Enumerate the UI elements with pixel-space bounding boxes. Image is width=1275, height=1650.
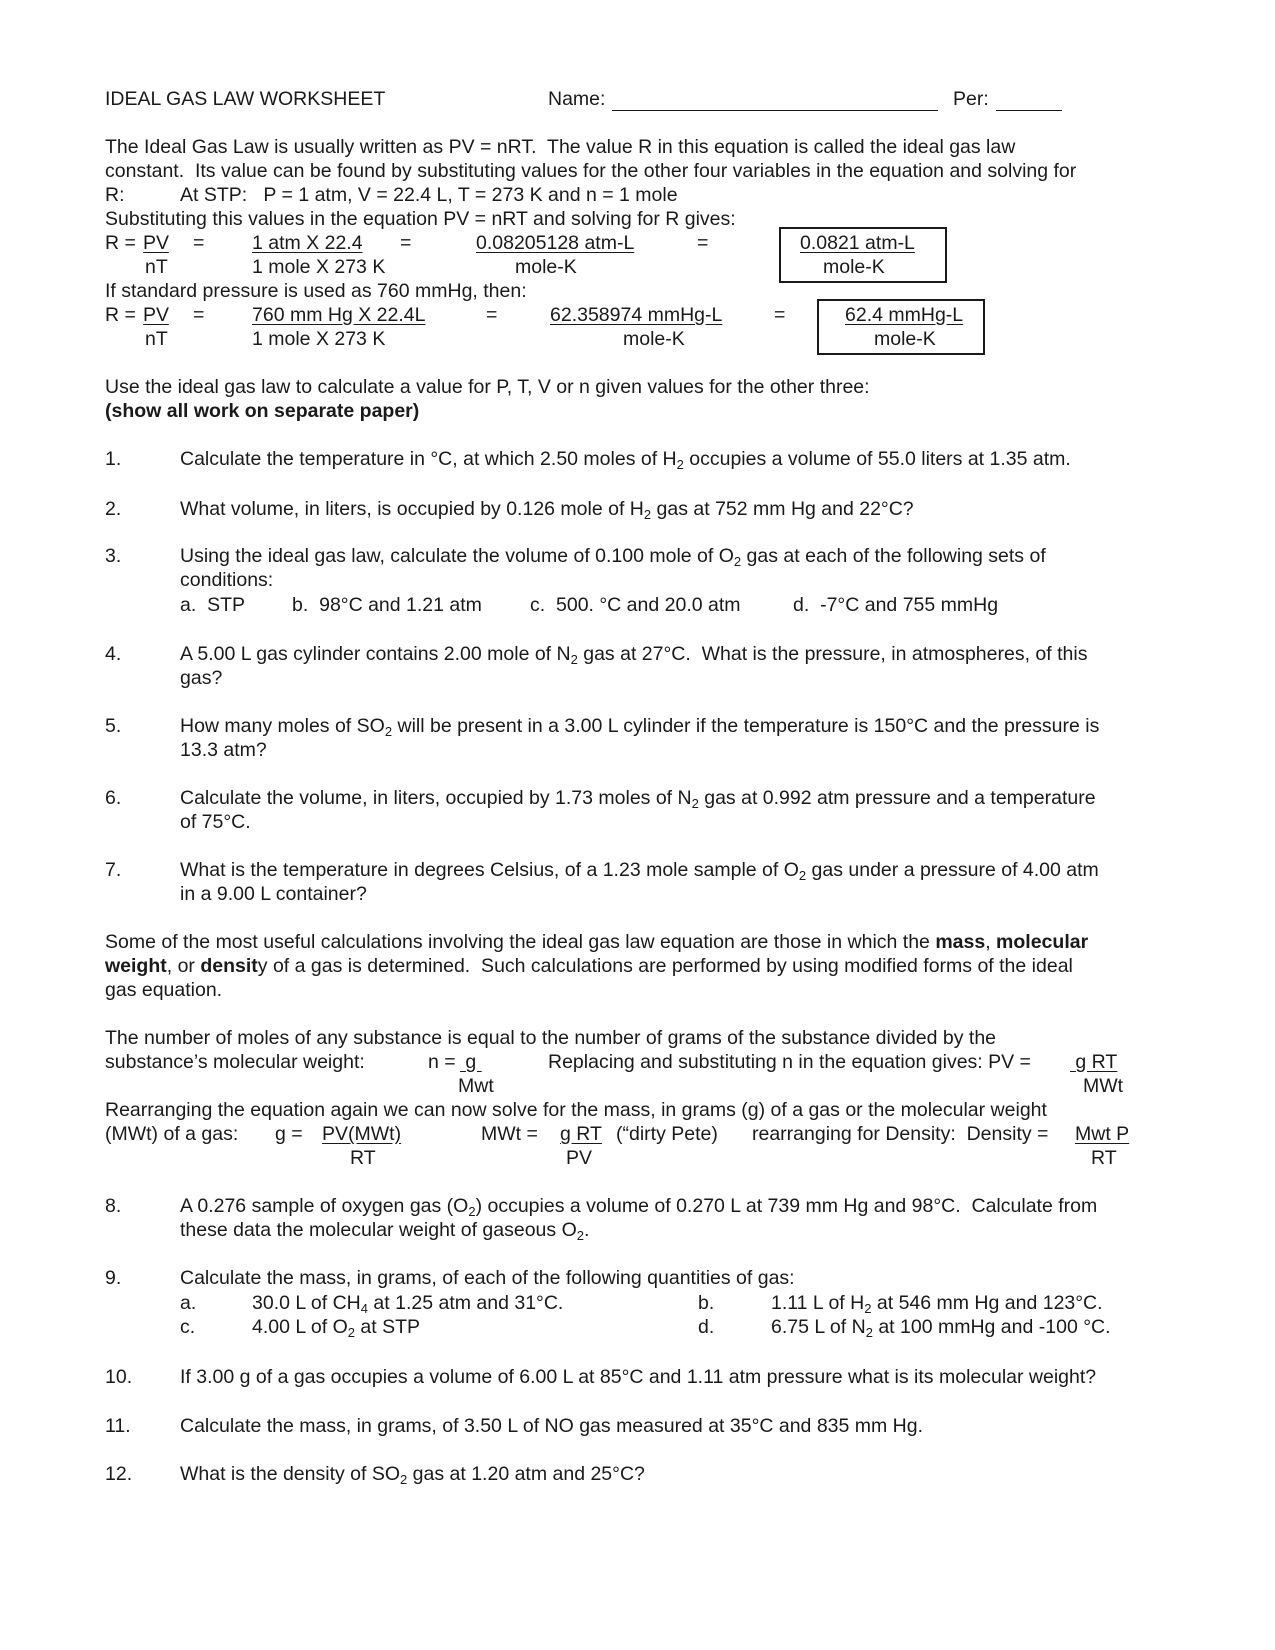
eq2-den-3: mole-K bbox=[623, 328, 685, 350]
q9-item-a: 30.0 L of $CH_4$ at 1.25 atm and 31°C. bbox=[252, 1292, 564, 1316]
per-label: Per: bbox=[953, 88, 989, 110]
q2-text: What volume, in liters, is occupied by 0.126 mole of $H_2$ gas at 752 mm Hg and 22°C? bbox=[180, 498, 914, 522]
instructions-bold: (show all work on separate paper) bbox=[105, 400, 420, 422]
q3-part-d: d. -7°C and 755 mmHg bbox=[793, 594, 999, 616]
q9-label-d: d. bbox=[698, 1316, 715, 1338]
eq2-den-nt: nT bbox=[145, 328, 168, 350]
q3-part-b: b. 98°C and 1.21 atm bbox=[292, 594, 482, 616]
name-blank bbox=[612, 110, 938, 111]
q4-number: 4. bbox=[105, 643, 122, 665]
eq2-num-2: 760 mm Hg X 22.4L bbox=[252, 304, 426, 326]
para3-line-4: (MWt) of a gas: bbox=[105, 1123, 239, 1145]
eq1-den-4: mole-K bbox=[823, 256, 885, 278]
q10-text: If 3.00 g of a gas occupies a volume of 6.00 L at 85°C and 1.11 atm pressure what is its molecular weight? bbox=[180, 1366, 1097, 1388]
q7-text-2: in a 9.00 L container? bbox=[180, 883, 367, 905]
q6-number: 6. bbox=[105, 787, 122, 809]
q3-number: 3. bbox=[105, 545, 122, 567]
q9-label-a: a. bbox=[180, 1292, 197, 1314]
pv-eq-numerator: g RT bbox=[1070, 1051, 1118, 1073]
q9-label-b: b. bbox=[698, 1292, 715, 1314]
q7-text: What is the temperature in degrees Celsius, of a 1.23 mole sample of $O_2$ gas under a pressure of 4.00 atm bbox=[180, 859, 1099, 883]
q9-item-d: 6.75 L of $N_2$ at 100 mmHg and -100 °C. bbox=[771, 1316, 1111, 1340]
eq2-r: R = bbox=[105, 304, 136, 326]
density-denominator: RT bbox=[1091, 1147, 1117, 1169]
density-numerator: Mwt P bbox=[1075, 1123, 1130, 1145]
n-eq-denominator: Mwt bbox=[458, 1075, 494, 1097]
density-label: rearranging for Density: Density = bbox=[752, 1123, 1049, 1145]
q2-number: 2. bbox=[105, 498, 122, 520]
eq1-num-4: 0.0821 atm-L bbox=[800, 232, 915, 254]
n-eq-numerator: g bbox=[460, 1051, 482, 1073]
q8-text-2: these data the molecular weight of gaseous $O_2$. bbox=[180, 1219, 590, 1243]
name-label: Name: bbox=[548, 88, 606, 110]
instructions-line: Use the ideal gas law to calculate a value for P, T, V or n given values for the other three: bbox=[105, 376, 870, 398]
eq1-equals-1: = bbox=[193, 232, 205, 254]
q5-text-2: 13.3 atm? bbox=[180, 739, 267, 761]
q4-text-2: gas? bbox=[180, 667, 223, 689]
mwt-equals: MWt = bbox=[481, 1123, 538, 1145]
q3-text: Using the ideal gas law, calculate the volume of 0.100 mole of $O_2$ gas at each of the following sets of bbox=[180, 545, 1046, 569]
para2-line-3: gas equation. bbox=[105, 979, 223, 1001]
q1-number: 1. bbox=[105, 448, 122, 470]
eq1-num-2: 1 atm X 22.4 bbox=[252, 232, 363, 254]
q9-item-c: 4.00 L of $O_2$ at STP bbox=[252, 1316, 421, 1340]
q9-item-b: 1.11 L of $H_2$ at 546 mm Hg and 123°C. bbox=[771, 1292, 1103, 1316]
eq2-equals-2: = bbox=[486, 304, 498, 326]
q9-number: 9. bbox=[105, 1267, 122, 1289]
q9-label-c: c. bbox=[180, 1316, 196, 1338]
pv-eq-denominator: MWt bbox=[1083, 1075, 1124, 1097]
eq2-num-pv: PV bbox=[143, 304, 170, 326]
para3-line-3: Rearranging the equation again we can now solve for the mass, in grams (g) of a gas or the molecular weight bbox=[105, 1099, 1047, 1121]
g-eq-denominator: RT bbox=[350, 1147, 376, 1169]
para3-line-1: The number of moles of any substance is equal to the number of grams of the substance divided by the bbox=[105, 1027, 997, 1049]
q5-number: 5. bbox=[105, 715, 122, 737]
replacing-text: Replacing and substituting n in the equation gives: PV = bbox=[548, 1051, 1031, 1073]
g-equals: g = bbox=[275, 1123, 303, 1145]
dirty-pete: (“dirty Pete) bbox=[616, 1123, 718, 1145]
intro-line-2: constant. Its value can be found by substituting values for the other four variables in the equation and solving for bbox=[105, 160, 1077, 182]
eq1-den-2: 1 mole X 273 K bbox=[252, 256, 386, 278]
q6-text: Calculate the volume, in liters, occupied by 1.73 moles of $N_2$ gas at 0.992 atm pressure and a temperature bbox=[180, 787, 1096, 811]
q10-number: 10. bbox=[105, 1366, 133, 1388]
eq1-den-3: mole-K bbox=[515, 256, 577, 278]
eq2-equals-3: = bbox=[774, 304, 786, 326]
q8-number: 8. bbox=[105, 1195, 122, 1217]
q3-text-2: conditions: bbox=[180, 569, 274, 591]
q8-text: A 0.276 sample of oxygen gas $(O_2)$ occupies a volume of 0.270 L at 739 mm Hg and 98°C. Calculate from bbox=[180, 1195, 1098, 1219]
eq1-num-3: 0.08205128 atm-L bbox=[476, 232, 635, 254]
eq2-num-4: 62.4 mmHg-L bbox=[845, 304, 964, 326]
q11-number: 11. bbox=[105, 1415, 131, 1437]
mwt-eq-denominator: PV bbox=[566, 1147, 593, 1169]
q6-text-2: of 75°C. bbox=[180, 811, 251, 833]
q12-number: 12. bbox=[105, 1463, 133, 1485]
para2-line-2: weight, or density of a gas is determined. Such calculations are performed by using modified forms of the ideal bbox=[105, 955, 1073, 977]
q4-text: A 5.00 L gas cylinder contains 2.00 mole of $N_2$ gas at 27°C. What is the pressure, in atmospheres, of this bbox=[180, 643, 1088, 667]
eq1-equals-2: = bbox=[400, 232, 412, 254]
eq1-num-pv: PV bbox=[143, 232, 170, 254]
q11-text: Calculate the mass, in grams, of 3.50 L of NO gas measured at 35°C and 835 mm Hg. bbox=[180, 1415, 924, 1437]
q9-text: Calculate the mass, in grams, of each of the following quantities of gas: bbox=[180, 1267, 795, 1289]
eq2-num-3: 62.358974 mmHg-L bbox=[550, 304, 723, 326]
eq1-den-nt: nT bbox=[145, 256, 168, 278]
intro-line-1: The Ideal Gas Law is usually written as PV = nRT. The value R in this equation is called the ideal gas law bbox=[105, 136, 1016, 158]
eq2-equals-1: = bbox=[193, 304, 205, 326]
q3-part-c: c. 500. °C and 20.0 atm bbox=[530, 594, 741, 616]
intro-line-4: Substituting this values in the equation PV = nRT and solving for R gives: bbox=[105, 208, 736, 230]
n-equals: n = bbox=[428, 1051, 456, 1073]
q5-text: How many moles of $SO_2$ will be present in a 3.00 L cylinder if the temperature is 150°C and the pressure is bbox=[180, 715, 1100, 739]
intro-line-3-r: R: bbox=[105, 184, 125, 206]
para2-line-1: Some of the most useful calculations involving the ideal gas law equation are those in which the mass, molecular bbox=[105, 931, 1089, 953]
worksheet-title: IDEAL GAS LAW WORKSHEET bbox=[105, 88, 386, 110]
eq2-den-4: mole-K bbox=[874, 328, 936, 350]
q7-number: 7. bbox=[105, 859, 122, 881]
eq1-equals-3: = bbox=[697, 232, 709, 254]
q3-part-a: a. STP bbox=[180, 594, 246, 616]
intro-line-3-stp: At STP: P = 1 atm, V = 22.4 L, T = 273 K and n = 1 mole bbox=[180, 184, 678, 206]
std-pressure-line: If standard pressure is used as 760 mmHg, then: bbox=[105, 280, 527, 302]
eq1-r: R = bbox=[105, 232, 136, 254]
eq2-den-2: 1 mole X 273 K bbox=[252, 328, 386, 350]
q1-text: Calculate the temperature in °C, at which 2.50 moles of $H_2$ occupies a volume of 55.0 liters at 1.35 atm. bbox=[180, 448, 1071, 472]
para3-line-2: substance’s molecular weight: bbox=[105, 1051, 365, 1073]
per-blank bbox=[996, 110, 1062, 111]
g-eq-numerator: PV(MWt) bbox=[322, 1123, 402, 1145]
q12-text: What is the density of $SO_2$ gas at 1.20 atm and 25°C? bbox=[180, 1463, 645, 1487]
mwt-eq-numerator: g RT bbox=[560, 1123, 602, 1145]
